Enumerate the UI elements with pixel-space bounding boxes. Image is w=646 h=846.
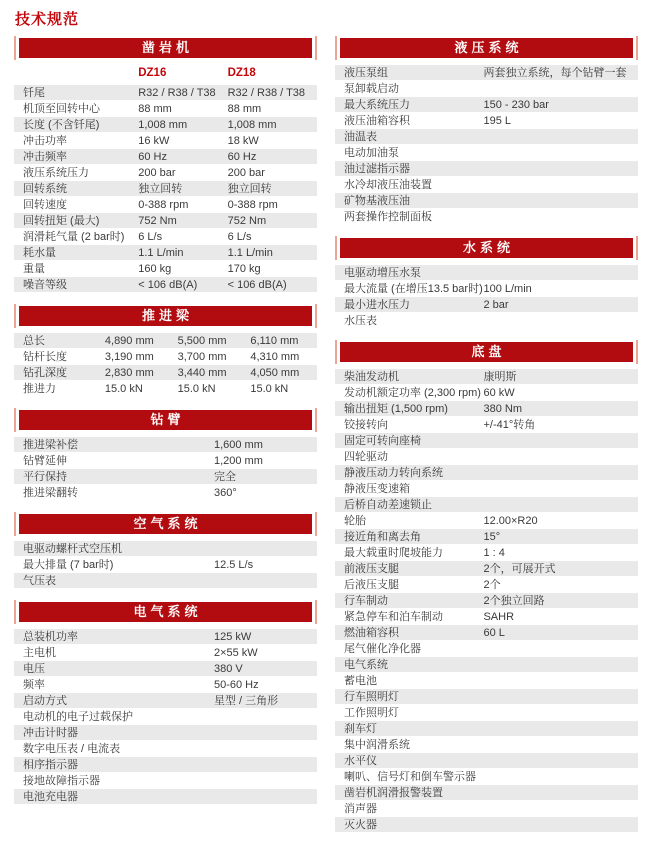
spec-label: 重量 <box>14 261 138 277</box>
spec-value: 60 L <box>483 625 638 641</box>
spec-row <box>335 673 638 689</box>
spec-row <box>14 573 317 589</box>
spec-label: 液压系统压力 <box>14 165 138 181</box>
spec-label: 润滑耗气量 (2 bar时) <box>14 229 138 245</box>
spec-row <box>335 449 638 465</box>
spec-value: 12.5 L/s <box>214 557 317 573</box>
spec-value: 88 mm <box>228 101 317 117</box>
section-title: 钻臂 <box>19 410 312 430</box>
spec-row <box>14 333 317 349</box>
spec-row <box>335 145 638 161</box>
spec-label: 行车照明灯 <box>335 689 638 705</box>
section-title: 液压系统 <box>340 38 633 58</box>
spec-row <box>14 213 317 229</box>
spec-value: 60 Hz <box>228 149 317 165</box>
spec-row <box>14 181 317 197</box>
spec-label: 推进梁翻转 <box>14 485 214 501</box>
spec-label: 冲击频率 <box>14 149 138 165</box>
spec-row <box>14 677 317 693</box>
spec-label: 刹车灯 <box>335 721 638 737</box>
spec-row <box>14 725 317 741</box>
spec-value: 2,830 mm <box>105 365 178 381</box>
section-header-bar <box>19 306 312 326</box>
spec-value: 6,110 mm <box>250 333 317 349</box>
spec-row <box>335 625 638 641</box>
spec-row <box>335 193 638 209</box>
section-air-system <box>14 514 317 589</box>
spec-label: 灭火器 <box>335 817 638 833</box>
spec-label: 工作照明灯 <box>335 705 638 721</box>
spec-label: 最大载重时爬坡能力 <box>335 545 483 561</box>
spec-row <box>335 369 638 385</box>
spec-row <box>335 801 638 817</box>
spec-row <box>335 177 638 193</box>
spec-row <box>14 541 317 557</box>
model-header: DZ18 <box>228 65 317 85</box>
spec-label: 推进梁补偿 <box>14 437 214 453</box>
model-header: DZ16 <box>138 65 227 85</box>
spec-row <box>335 433 638 449</box>
spec-row <box>335 297 638 313</box>
spec-label: 液压油箱容积 <box>335 113 483 129</box>
spec-label: 油过滤指示器 <box>335 161 638 177</box>
spec-label: 冲击计时器 <box>14 725 317 741</box>
section-drill-boom <box>14 410 317 501</box>
spec-table-air-system <box>14 541 317 589</box>
spec-value: 2个 <box>483 577 638 593</box>
spec-label: 柴油发动机 <box>335 369 483 385</box>
section-title: 底盘 <box>340 342 633 362</box>
spec-row <box>335 465 638 481</box>
spec-label: 回转速度 <box>14 197 138 213</box>
spec-label: 推进力 <box>14 381 105 397</box>
spec-table-rock-drill <box>14 65 317 293</box>
spec-row <box>14 453 317 469</box>
spec-row <box>335 97 638 113</box>
spec-value: 独立回转 <box>228 181 317 197</box>
spec-row <box>14 741 317 757</box>
section-water-system <box>335 238 638 329</box>
spec-label: 最小进水压力 <box>335 297 483 313</box>
spec-value: 380 Nm <box>483 401 638 417</box>
spec-label: 噪音等级 <box>14 277 138 293</box>
spec-row <box>335 689 638 705</box>
spec-row <box>335 561 638 577</box>
spec-table-water-system <box>335 265 638 329</box>
spec-label: 耗水量 <box>14 245 138 261</box>
spec-row <box>14 149 317 165</box>
spec-value: 2个，可展开式 <box>483 561 638 577</box>
spec-row <box>14 165 317 181</box>
spec-row <box>14 789 317 805</box>
spec-value: 2×55 kW <box>214 645 317 661</box>
spec-label: 钎尾 <box>14 85 138 101</box>
spec-value: 1,200 mm <box>214 453 317 469</box>
spec-value: 3,700 mm <box>178 349 251 365</box>
spec-value: 16 kW <box>138 133 227 149</box>
spec-row <box>14 709 317 725</box>
spec-row <box>335 129 638 145</box>
section-title: 空气系统 <box>19 514 312 534</box>
spec-row <box>14 693 317 709</box>
spec-row <box>335 753 638 769</box>
section-electric-system <box>14 602 317 805</box>
spec-label: 电驱动螺杆式空压机 <box>14 541 317 557</box>
spec-row <box>335 497 638 513</box>
spec-value: 星型 / 三角形 <box>214 693 317 709</box>
spec-row <box>335 737 638 753</box>
spec-row <box>14 117 317 133</box>
section-header-bar <box>19 514 312 534</box>
spec-value: 3,440 mm <box>178 365 251 381</box>
spec-label: 长度 (不含钎尾) <box>14 117 138 133</box>
spec-value: 360° <box>214 485 317 501</box>
spec-label: 钻杆长度 <box>14 349 105 365</box>
section-title: 推进梁 <box>19 306 312 326</box>
spec-row <box>14 557 317 573</box>
spec-value: 4,050 mm <box>250 365 317 381</box>
spec-value: R32 / R38 / T38 <box>138 85 227 101</box>
spec-value: 1.1 L/min <box>228 245 317 261</box>
spec-row <box>14 365 317 381</box>
spec-label: 最大流量 (在增压13.5 bar时) <box>335 281 483 297</box>
spec-value: 15.0 kN <box>178 381 251 397</box>
spec-value: 15.0 kN <box>250 381 317 397</box>
spec-row <box>14 197 317 213</box>
spec-row <box>335 609 638 625</box>
spec-value: 12.00×R20 <box>483 513 638 529</box>
spec-row <box>335 385 638 401</box>
spec-value: 15.0 kN <box>105 381 178 397</box>
spec-label: 输出扭矩 (1,500 rpm) <box>335 401 483 417</box>
section-feed-beam <box>14 306 317 397</box>
spec-value: 1,008 mm <box>228 117 317 133</box>
spec-label: 轮胎 <box>335 513 483 529</box>
columns-container <box>14 38 632 846</box>
spec-row <box>14 133 317 149</box>
spec-row <box>14 757 317 773</box>
section-title: 电气系统 <box>19 602 312 622</box>
spec-label: 燃油箱容积 <box>335 625 483 641</box>
left-column <box>14 38 317 818</box>
spec-label: 前液压支腿 <box>335 561 483 577</box>
spec-label: 水冷却液压油装置 <box>335 177 638 193</box>
spec-row <box>335 769 638 785</box>
right-column <box>335 38 638 846</box>
section-header-bar <box>19 602 312 622</box>
spec-row <box>14 349 317 365</box>
spec-row <box>14 277 317 293</box>
spec-row <box>335 817 638 833</box>
spec-label: 平行保持 <box>14 469 214 485</box>
spec-label: 紧急停车和泊车制动 <box>335 609 483 625</box>
spec-label: 电动机的电子过载保护 <box>14 709 317 725</box>
spec-value: 4,890 mm <box>105 333 178 349</box>
spec-row <box>14 485 317 501</box>
spec-table-chassis <box>335 369 638 833</box>
spec-value: 5,500 mm <box>178 333 251 349</box>
spec-label: 固定可转向座椅 <box>335 433 638 449</box>
spec-row <box>14 661 317 677</box>
spec-value: 60 Hz <box>138 149 227 165</box>
spec-table-drill-boom <box>14 437 317 501</box>
spec-value: 独立回转 <box>138 181 227 197</box>
spec-row <box>14 101 317 117</box>
section-hydraulic-system <box>335 38 638 225</box>
spec-row <box>335 545 638 561</box>
spec-value: 0-388 rpm <box>228 197 317 213</box>
spec-value: 6 L/s <box>138 229 227 245</box>
spec-value: 康明斯 <box>483 369 638 385</box>
spec-row <box>335 721 638 737</box>
page-title: 技术规范 <box>15 11 80 28</box>
spec-label: 尾气催化净化器 <box>335 641 638 657</box>
spec-row <box>14 85 317 101</box>
spec-row <box>335 593 638 609</box>
spec-value: 100 L/min <box>483 281 638 297</box>
spec-value: 15° <box>483 529 638 545</box>
section-title: 水系统 <box>340 238 633 258</box>
spec-label: 发动机额定功率 (2,300 rpm) <box>335 385 483 401</box>
spec-label: 相序指示器 <box>14 757 317 773</box>
spec-row <box>14 245 317 261</box>
spec-row <box>335 657 638 673</box>
spec-label: 接地故障指示器 <box>14 773 317 789</box>
spec-row <box>335 513 638 529</box>
section-header-bar <box>340 38 633 58</box>
spec-label: 总长 <box>14 333 105 349</box>
spec-label: 电气系统 <box>335 657 638 673</box>
spec-label: 液压泵组 <box>335 65 483 81</box>
spec-value: 60 kW <box>483 385 638 401</box>
spec-label: 后液压支腿 <box>335 577 483 593</box>
spec-row <box>335 265 638 281</box>
spec-label: 机顶至回转中心 <box>14 101 138 117</box>
spec-value: 170 kg <box>228 261 317 277</box>
spec-value: 1,008 mm <box>138 117 227 133</box>
spec-value: 1.1 L/min <box>138 245 227 261</box>
spec-value: 150 - 230 bar <box>483 97 638 113</box>
spec-label: 四轮驱动 <box>335 449 638 465</box>
model-header-row <box>14 65 317 85</box>
spec-value: < 106 dB(A) <box>228 277 317 293</box>
spec-value: 752 Nm <box>228 213 317 229</box>
spec-row <box>14 773 317 789</box>
spec-label: 凿岩机润滑报警装置 <box>335 785 638 801</box>
spec-value: 200 bar <box>228 165 317 181</box>
spec-row <box>14 469 317 485</box>
spec-value: 50-60 Hz <box>214 677 317 693</box>
spec-value: SAHR <box>483 609 638 625</box>
spec-label: 电压 <box>14 661 214 677</box>
spec-label: 最大系统压力 <box>335 97 483 113</box>
spec-value: 88 mm <box>138 101 227 117</box>
spec-label: 水压表 <box>335 313 638 329</box>
spec-table-hydraulic-system <box>335 65 638 225</box>
spec-label: 电动加油泵 <box>335 145 638 161</box>
section-title: 凿岩机 <box>19 38 312 58</box>
spec-label: 静液压变速箱 <box>335 481 638 497</box>
spec-table-feed-beam <box>14 333 317 397</box>
spec-row <box>335 481 638 497</box>
spec-value: 完全 <box>214 469 317 485</box>
spec-label: 水平仪 <box>335 753 638 769</box>
spec-label: 钻孔深度 <box>14 365 105 381</box>
spec-table-electric-system <box>14 629 317 805</box>
spec-row <box>335 65 638 81</box>
spec-row <box>14 629 317 645</box>
spec-row <box>14 645 317 661</box>
spec-value: 3,190 mm <box>105 349 178 365</box>
spec-value: 125 kW <box>214 629 317 645</box>
section-header-bar <box>19 410 312 430</box>
spec-label: 回转扭矩 (最大) <box>14 213 138 229</box>
spec-label: 电池充电器 <box>14 789 317 805</box>
spec-label: 蓄电池 <box>335 673 638 689</box>
spec-label: 两套操作控制面板 <box>335 209 638 225</box>
spec-row <box>335 113 638 129</box>
spec-value: < 106 dB(A) <box>138 277 227 293</box>
spec-label: 主电机 <box>14 645 214 661</box>
section-header-bar <box>340 238 633 258</box>
spec-value: 1,600 mm <box>214 437 317 453</box>
spec-label: 钻臂延伸 <box>14 453 214 469</box>
spec-label: 气压表 <box>14 573 317 589</box>
spec-label: 矿物基液压油 <box>335 193 638 209</box>
spec-label: 静液压动力转向系统 <box>335 465 638 481</box>
spec-label: 行车制动 <box>335 593 483 609</box>
spec-row <box>14 381 317 397</box>
spec-label: 接近角和离去角 <box>335 529 483 545</box>
spec-value: 两套独立系统，每个钻臂一套 <box>483 65 638 81</box>
spec-row <box>335 705 638 721</box>
spec-label: 回转系统 <box>14 181 138 197</box>
spec-label: 启动方式 <box>14 693 214 709</box>
spec-row <box>335 641 638 657</box>
spec-value: 1 : 4 <box>483 545 638 561</box>
section-rock-drill <box>14 38 317 293</box>
spec-label: 频率 <box>14 677 214 693</box>
spec-row <box>335 401 638 417</box>
spec-label: 电驱动增压水泵 <box>335 265 638 281</box>
spec-row <box>14 261 317 277</box>
section-chassis <box>335 342 638 833</box>
spec-value: 2个独立回路 <box>483 593 638 609</box>
spec-value: 195 L <box>483 113 638 129</box>
spec-label: 后桥自动差速锁止 <box>335 497 638 513</box>
section-header-bar <box>340 342 633 362</box>
spec-label: 喇叭、信号灯和倒车警示器 <box>335 769 638 785</box>
spec-label: 泵卸载启动 <box>335 81 638 97</box>
spec-value: 200 bar <box>138 165 227 181</box>
spec-label: 总装机功率 <box>14 629 214 645</box>
spec-row <box>335 577 638 593</box>
spec-value: 4,310 mm <box>250 349 317 365</box>
spec-row <box>335 209 638 225</box>
spec-value: +/-41°转角 <box>483 417 638 433</box>
spec-row <box>335 161 638 177</box>
section-header-bar <box>19 38 312 58</box>
spec-value: 380 V <box>214 661 317 677</box>
spec-value: R32 / R38 / T38 <box>228 85 317 101</box>
spec-label: 最大排量 (7 bar时) <box>14 557 214 573</box>
spec-label: 油温表 <box>335 129 638 145</box>
spec-value: 18 kW <box>228 133 317 149</box>
spec-row <box>335 417 638 433</box>
spec-value: 0-388 rpm <box>138 197 227 213</box>
spec-row <box>335 313 638 329</box>
spec-value: 2 bar <box>483 297 638 313</box>
spec-row <box>335 529 638 545</box>
spec-row <box>335 785 638 801</box>
model-header-blank <box>14 65 138 85</box>
spec-value: 160 kg <box>138 261 227 277</box>
spec-value: 752 Nm <box>138 213 227 229</box>
spec-label: 铰接转向 <box>335 417 483 433</box>
spec-label: 集中润滑系统 <box>335 737 638 753</box>
spec-row <box>14 229 317 245</box>
spec-label: 消声器 <box>335 801 638 817</box>
spec-value: 6 L/s <box>228 229 317 245</box>
spec-row <box>335 281 638 297</box>
spec-row <box>335 81 638 97</box>
spec-label: 数字电压表 / 电流表 <box>14 741 317 757</box>
spec-row <box>14 437 317 453</box>
spec-label: 冲击功率 <box>14 133 138 149</box>
